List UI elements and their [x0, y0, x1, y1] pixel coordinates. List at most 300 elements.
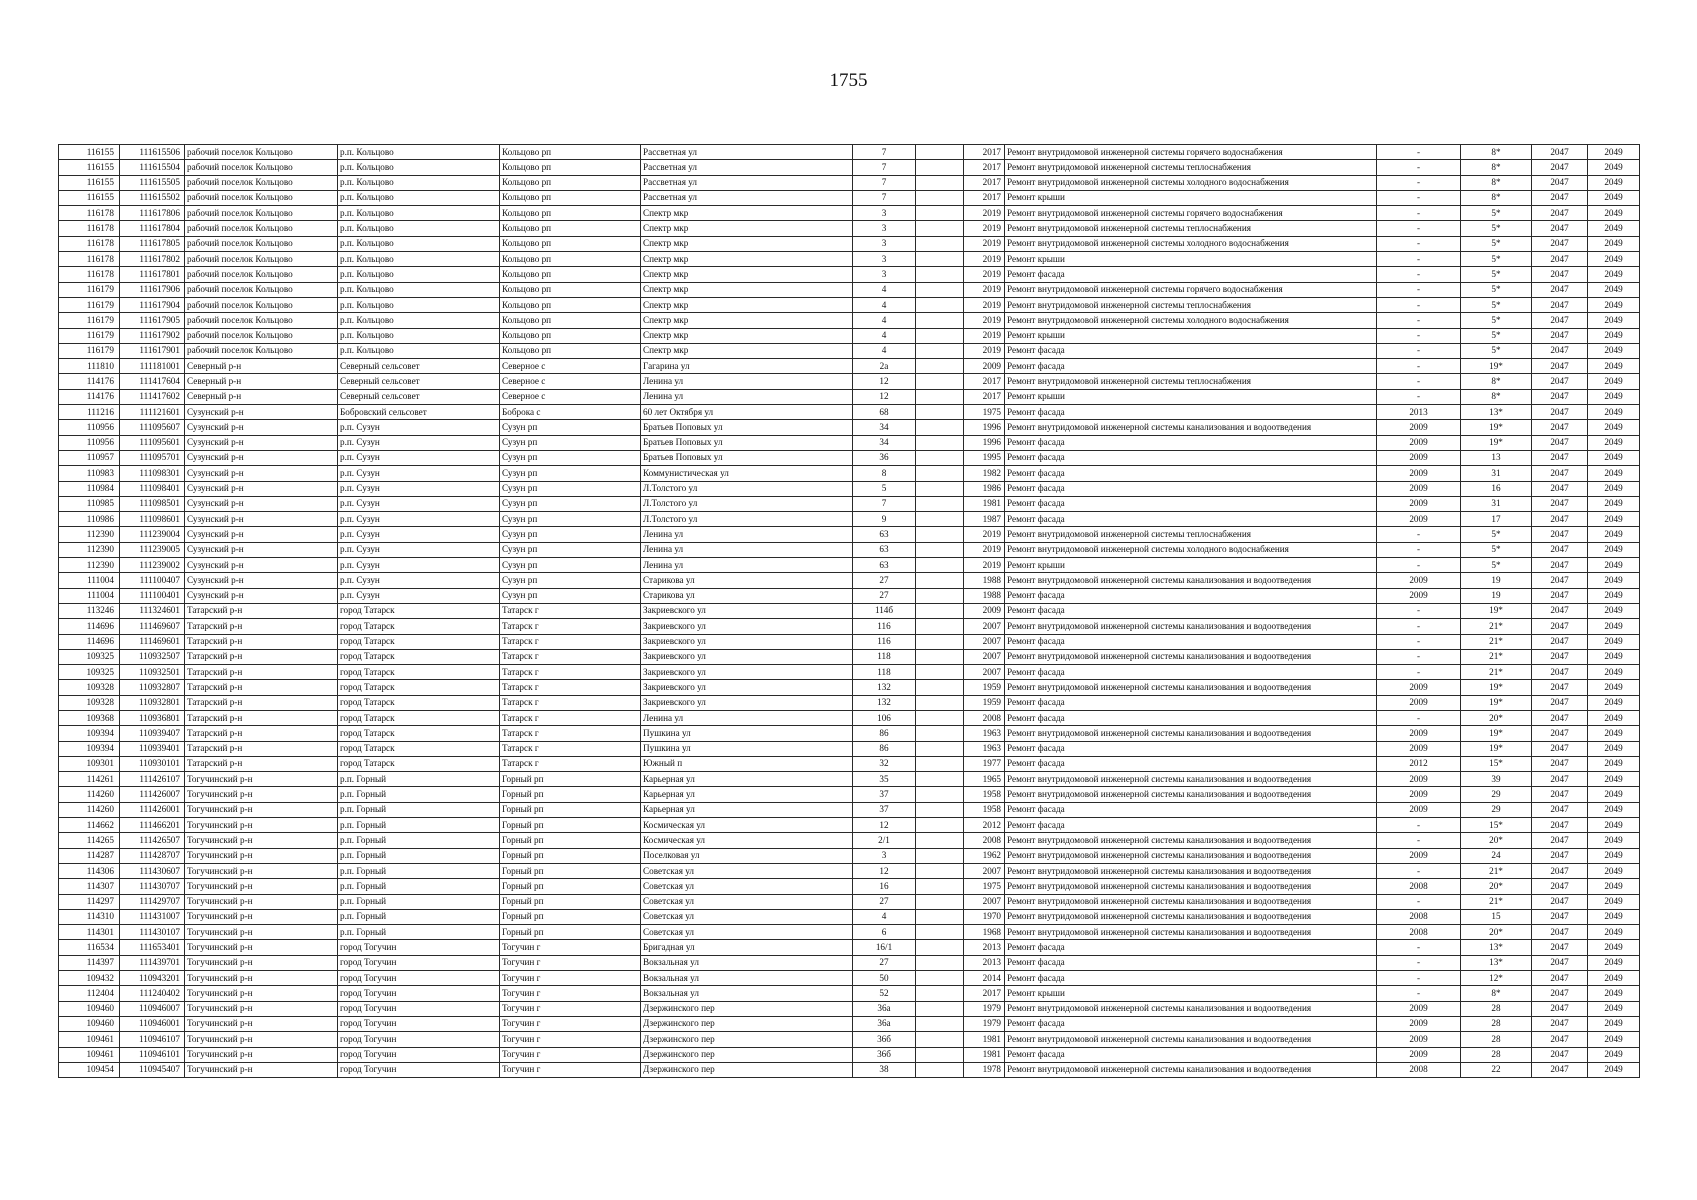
end-year-cell: 2049: [1588, 925, 1640, 940]
street-cell: Спектр мкр: [641, 313, 853, 328]
start-year-cell: 2047: [1532, 1062, 1588, 1077]
work-type-cell: Ремонт фасада: [1005, 940, 1377, 955]
building-cell: [916, 236, 964, 251]
wear-cell: 28: [1461, 1032, 1532, 1047]
building-cell: [916, 726, 964, 741]
street-cell: Рассветная ул: [641, 160, 853, 175]
record-id-cell: 110943201: [120, 971, 185, 986]
start-year-cell: 2047: [1532, 925, 1588, 940]
district-cell: Тогучинский р-н: [185, 940, 338, 955]
year-cell: 1981: [964, 1047, 1005, 1062]
municipality-cell: Северный сельсовет: [338, 359, 500, 374]
work-type-cell: Ремонт внутридомовой инженерной системы канализования и водоотведения: [1005, 1032, 1377, 1047]
start-year-cell: 2047: [1532, 145, 1588, 160]
record-id-cell: 111426107: [120, 772, 185, 787]
last-repair-year-cell: -: [1377, 971, 1461, 986]
page-number: 1755: [829, 70, 868, 91]
work-type-cell: Ремонт фасада: [1005, 741, 1377, 756]
year-cell: 2019: [964, 558, 1005, 573]
street-cell: Пушкина ул: [641, 741, 853, 756]
work-type-cell: Ремонт фасада: [1005, 1016, 1377, 1031]
end-year-cell: 2049: [1588, 787, 1640, 802]
table-row: [59, 649, 1640, 664]
district-cell: Татарский р-н: [185, 741, 338, 756]
house-id-cell: 109328: [59, 680, 120, 695]
record-id-cell: 111439701: [120, 955, 185, 970]
house-id-cell: 110956: [59, 420, 120, 435]
district-cell: Татарский р-н: [185, 634, 338, 649]
year-cell: 1959: [964, 695, 1005, 710]
record-id-cell: 111617804: [120, 221, 185, 236]
end-year-cell: 2049: [1588, 236, 1640, 251]
start-year-cell: 2047: [1532, 405, 1588, 420]
work-type-cell: Ремонт фасада: [1005, 450, 1377, 465]
street-cell: Космическая ул: [641, 818, 853, 833]
house-id-cell: 109325: [59, 665, 120, 680]
settlement-cell: Тогучин г: [500, 955, 641, 970]
year-cell: 1981: [964, 496, 1005, 511]
house-number-cell: 38: [853, 1062, 916, 1077]
building-cell: [916, 420, 964, 435]
district-cell: рабочий поселок Кольцово: [185, 297, 338, 312]
table-row: [59, 818, 1640, 833]
settlement-cell: Сузун рп: [500, 573, 641, 588]
street-cell: Дзержинского пер: [641, 1001, 853, 1016]
table-row: [59, 940, 1640, 955]
end-year-cell: 2049: [1588, 1047, 1640, 1062]
house-id-cell: 114265: [59, 833, 120, 848]
record-id-cell: 111615504: [120, 160, 185, 175]
settlement-cell: Тогучин г: [500, 1032, 641, 1047]
settlement-cell: Сузун рп: [500, 481, 641, 496]
settlement-cell: Боброка с: [500, 405, 641, 420]
house-number-cell: 63: [853, 542, 916, 557]
street-cell: Братьев Поповых ул: [641, 435, 853, 450]
work-type-cell: Ремонт фасада: [1005, 756, 1377, 771]
municipality-cell: р.п. Сузун: [338, 450, 500, 465]
house-id-cell: 116155: [59, 145, 120, 160]
wear-cell: 21*: [1461, 634, 1532, 649]
street-cell: Старикова ул: [641, 588, 853, 603]
municipality-cell: р.п. Сузун: [338, 527, 500, 542]
record-id-cell: 111417602: [120, 389, 185, 404]
settlement-cell: Горный рп: [500, 802, 641, 817]
end-year-cell: 2049: [1588, 496, 1640, 511]
house-number-cell: 37: [853, 787, 916, 802]
wear-cell: 19*: [1461, 680, 1532, 695]
street-cell: Спектр мкр: [641, 252, 853, 267]
house-id-cell: 111004: [59, 588, 120, 603]
municipality-cell: город Татарск: [338, 741, 500, 756]
table-row: [59, 1062, 1640, 1077]
house-id-cell: 113246: [59, 603, 120, 618]
end-year-cell: 2049: [1588, 389, 1640, 404]
building-cell: [916, 221, 964, 236]
building-cell: [916, 634, 964, 649]
work-type-cell: Ремонт внутридомовой инженерной системы теплоснабжения: [1005, 160, 1377, 175]
municipality-cell: р.п. Горный: [338, 909, 500, 924]
house-number-cell: 63: [853, 527, 916, 542]
table-row: [59, 619, 1640, 634]
wear-cell: 20*: [1461, 925, 1532, 940]
house-number-cell: 116: [853, 619, 916, 634]
start-year-cell: 2047: [1532, 221, 1588, 236]
record-id-cell: 110946101: [120, 1047, 185, 1062]
municipality-cell: р.п. Сузун: [338, 420, 500, 435]
start-year-cell: 2047: [1532, 833, 1588, 848]
year-cell: 2019: [964, 328, 1005, 343]
settlement-cell: Татарск г: [500, 695, 641, 710]
building-cell: [916, 160, 964, 175]
street-cell: Советская ул: [641, 925, 853, 940]
district-cell: Тогучинский р-н: [185, 909, 338, 924]
start-year-cell: 2047: [1532, 710, 1588, 725]
house-id-cell: 112390: [59, 527, 120, 542]
last-repair-year-cell: -: [1377, 389, 1461, 404]
building-cell: [916, 802, 964, 817]
end-year-cell: 2049: [1588, 481, 1640, 496]
house-id-cell: 109432: [59, 971, 120, 986]
year-cell: 2019: [964, 313, 1005, 328]
table-row: [59, 481, 1640, 496]
record-id-cell: 111617902: [120, 328, 185, 343]
work-type-cell: Ремонт фасада: [1005, 710, 1377, 725]
house-number-cell: 3: [853, 252, 916, 267]
year-cell: 2014: [964, 971, 1005, 986]
settlement-cell: Кольцово рп: [500, 190, 641, 205]
settlement-cell: Татарск г: [500, 665, 641, 680]
start-year-cell: 2047: [1532, 695, 1588, 710]
end-year-cell: 2049: [1588, 573, 1640, 588]
start-year-cell: 2047: [1532, 1016, 1588, 1031]
wear-cell: 13*: [1461, 940, 1532, 955]
wear-cell: 5*: [1461, 282, 1532, 297]
record-id-cell: 111430707: [120, 879, 185, 894]
work-type-cell: Ремонт внутридомовой инженерной системы канализования и водоотведения: [1005, 833, 1377, 848]
start-year-cell: 2047: [1532, 1001, 1588, 1016]
table-row: [59, 726, 1640, 741]
wear-cell: 15*: [1461, 756, 1532, 771]
last-repair-year-cell: 2009: [1377, 420, 1461, 435]
street-cell: Ленина ул: [641, 527, 853, 542]
start-year-cell: 2047: [1532, 313, 1588, 328]
house-number-cell: 2а: [853, 359, 916, 374]
house-id-cell: 114287: [59, 848, 120, 863]
municipality-cell: р.п. Сузун: [338, 496, 500, 511]
table-row: [59, 909, 1640, 924]
house-id-cell: 110984: [59, 481, 120, 496]
start-year-cell: 2047: [1532, 665, 1588, 680]
table-row: [59, 221, 1640, 236]
record-id-cell: 111100407: [120, 573, 185, 588]
record-id-cell: 111466201: [120, 818, 185, 833]
building-cell: [916, 558, 964, 573]
wear-cell: 8*: [1461, 374, 1532, 389]
wear-cell: 21*: [1461, 665, 1532, 680]
year-cell: 1986: [964, 481, 1005, 496]
building-cell: [916, 894, 964, 909]
start-year-cell: 2047: [1532, 603, 1588, 618]
municipality-cell: город Татарск: [338, 695, 500, 710]
house-number-cell: 4: [853, 343, 916, 358]
year-cell: 1958: [964, 802, 1005, 817]
settlement-cell: Тогучин г: [500, 940, 641, 955]
house-id-cell: 112390: [59, 558, 120, 573]
district-cell: Сузунский р-н: [185, 481, 338, 496]
house-id-cell: 116178: [59, 206, 120, 221]
district-cell: Тогучинский р-н: [185, 863, 338, 878]
end-year-cell: 2049: [1588, 420, 1640, 435]
municipality-cell: город Тогучин: [338, 971, 500, 986]
municipality-cell: р.п. Кольцово: [338, 175, 500, 190]
street-cell: Дзержинского пер: [641, 1016, 853, 1031]
settlement-cell: Сузун рп: [500, 466, 641, 481]
building-cell: [916, 863, 964, 878]
building-cell: [916, 603, 964, 618]
district-cell: Тогучинский р-н: [185, 971, 338, 986]
year-cell: 1996: [964, 435, 1005, 450]
district-cell: Сузунский р-н: [185, 435, 338, 450]
street-cell: Спектр мкр: [641, 221, 853, 236]
start-year-cell: 2047: [1532, 879, 1588, 894]
house-id-cell: 109368: [59, 710, 120, 725]
settlement-cell: Тогучин г: [500, 1001, 641, 1016]
municipality-cell: р.п. Горный: [338, 818, 500, 833]
record-id-cell: 111121601: [120, 405, 185, 420]
end-year-cell: 2049: [1588, 160, 1640, 175]
street-cell: Ленина ул: [641, 542, 853, 557]
street-cell: Л.Толстого ул: [641, 512, 853, 527]
street-cell: Закриевского ул: [641, 634, 853, 649]
record-id-cell: 111426507: [120, 833, 185, 848]
table-row: [59, 833, 1640, 848]
building-cell: [916, 374, 964, 389]
work-type-cell: Ремонт фасада: [1005, 588, 1377, 603]
street-cell: Пушкина ул: [641, 726, 853, 741]
table-row: [59, 1032, 1640, 1047]
end-year-cell: 2049: [1588, 206, 1640, 221]
house-number-cell: 4: [853, 297, 916, 312]
last-repair-year-cell: 2009: [1377, 741, 1461, 756]
house-id-cell: 112404: [59, 986, 120, 1001]
wear-cell: 21*: [1461, 894, 1532, 909]
house-id-cell: 114176: [59, 389, 120, 404]
last-repair-year-cell: -: [1377, 359, 1461, 374]
municipality-cell: р.п. Горный: [338, 863, 500, 878]
table-row: [59, 405, 1640, 420]
wear-cell: 39: [1461, 772, 1532, 787]
start-year-cell: 2047: [1532, 787, 1588, 802]
municipality-cell: р.п. Горный: [338, 894, 500, 909]
work-type-cell: Ремонт фасада: [1005, 481, 1377, 496]
municipality-cell: р.п. Сузун: [338, 481, 500, 496]
settlement-cell: Татарск г: [500, 726, 641, 741]
wear-cell: 5*: [1461, 328, 1532, 343]
wear-cell: 13: [1461, 450, 1532, 465]
year-cell: 1958: [964, 787, 1005, 802]
house-id-cell: 116155: [59, 175, 120, 190]
wear-cell: 21*: [1461, 649, 1532, 664]
end-year-cell: 2049: [1588, 634, 1640, 649]
work-type-cell: Ремонт внутридомовой инженерной системы горячего водоснабжения: [1005, 282, 1377, 297]
year-cell: 1996: [964, 420, 1005, 435]
table-row: [59, 527, 1640, 542]
work-type-cell: Ремонт внутридомовой инженерной системы канализования и водоотведения: [1005, 925, 1377, 940]
start-year-cell: 2047: [1532, 496, 1588, 511]
register-body: [59, 145, 1640, 1078]
building-cell: [916, 389, 964, 404]
last-repair-year-cell: 2009: [1377, 848, 1461, 863]
building-cell: [916, 848, 964, 863]
last-repair-year-cell: -: [1377, 619, 1461, 634]
municipality-cell: р.п. Кольцово: [338, 282, 500, 297]
municipality-cell: р.п. Сузун: [338, 573, 500, 588]
house-id-cell: 111004: [59, 573, 120, 588]
record-id-cell: 111100401: [120, 588, 185, 603]
table-row: [59, 175, 1640, 190]
municipality-cell: р.п. Сузун: [338, 558, 500, 573]
house-id-cell: 114696: [59, 619, 120, 634]
municipality-cell: р.п. Сузун: [338, 466, 500, 481]
wear-cell: 31: [1461, 466, 1532, 481]
table-row: [59, 680, 1640, 695]
start-year-cell: 2047: [1532, 863, 1588, 878]
work-type-cell: Ремонт внутридомовой инженерной системы канализования и водоотведения: [1005, 420, 1377, 435]
municipality-cell: р.п. Кольцово: [338, 343, 500, 358]
house-number-cell: 4: [853, 909, 916, 924]
house-id-cell: 110983: [59, 466, 120, 481]
municipality-cell: р.п. Горный: [338, 833, 500, 848]
last-repair-year-cell: -: [1377, 313, 1461, 328]
district-cell: Сузунский р-н: [185, 558, 338, 573]
wear-cell: 8*: [1461, 986, 1532, 1001]
table-row: [59, 879, 1640, 894]
district-cell: Тогучинский р-н: [185, 879, 338, 894]
year-cell: 2012: [964, 818, 1005, 833]
street-cell: Гагарина ул: [641, 359, 853, 374]
house-number-cell: 6: [853, 925, 916, 940]
wear-cell: 5*: [1461, 297, 1532, 312]
settlement-cell: Сузун рп: [500, 527, 641, 542]
building-cell: [916, 1047, 964, 1062]
start-year-cell: 2047: [1532, 542, 1588, 557]
end-year-cell: 2049: [1588, 741, 1640, 756]
start-year-cell: 2047: [1532, 1047, 1588, 1062]
municipality-cell: р.п. Кольцово: [338, 221, 500, 236]
start-year-cell: 2047: [1532, 909, 1588, 924]
municipality-cell: р.п. Горный: [338, 772, 500, 787]
house-number-cell: 27: [853, 588, 916, 603]
house-number-cell: 36б: [853, 1047, 916, 1062]
record-id-cell: 110932801: [120, 695, 185, 710]
house-number-cell: 106: [853, 710, 916, 725]
district-cell: Тогучинский р-н: [185, 894, 338, 909]
start-year-cell: 2047: [1532, 420, 1588, 435]
district-cell: Татарский р-н: [185, 665, 338, 680]
record-id-cell: 111095601: [120, 435, 185, 450]
building-cell: [916, 665, 964, 680]
district-cell: рабочий поселок Кольцово: [185, 145, 338, 160]
house-number-cell: 36а: [853, 1016, 916, 1031]
settlement-cell: Горный рп: [500, 925, 641, 940]
house-number-cell: 9: [853, 512, 916, 527]
last-repair-year-cell: -: [1377, 328, 1461, 343]
wear-cell: 21*: [1461, 863, 1532, 878]
end-year-cell: 2049: [1588, 680, 1640, 695]
wear-cell: 28: [1461, 1001, 1532, 1016]
table-row: [59, 695, 1640, 710]
house-number-cell: 27: [853, 955, 916, 970]
house-id-cell: 116179: [59, 328, 120, 343]
table-row: [59, 466, 1640, 481]
building-cell: [916, 986, 964, 1001]
record-id-cell: 110932501: [120, 665, 185, 680]
last-repair-year-cell: 2009: [1377, 481, 1461, 496]
house-id-cell: 116178: [59, 252, 120, 267]
street-cell: Вокзальная ул: [641, 971, 853, 986]
settlement-cell: Кольцово рп: [500, 297, 641, 312]
end-year-cell: 2049: [1588, 833, 1640, 848]
start-year-cell: 2047: [1532, 160, 1588, 175]
settlement-cell: Горный рп: [500, 787, 641, 802]
end-year-cell: 2049: [1588, 879, 1640, 894]
table-row: [59, 160, 1640, 175]
settlement-cell: Татарск г: [500, 619, 641, 634]
last-repair-year-cell: -: [1377, 374, 1461, 389]
district-cell: Тогучинский р-н: [185, 1032, 338, 1047]
district-cell: рабочий поселок Кольцово: [185, 267, 338, 282]
last-repair-year-cell: 2008: [1377, 925, 1461, 940]
wear-cell: 5*: [1461, 558, 1532, 573]
district-cell: Сузунский р-н: [185, 512, 338, 527]
wear-cell: 19*: [1461, 359, 1532, 374]
settlement-cell: Северное с: [500, 374, 641, 389]
house-number-cell: 118: [853, 649, 916, 664]
start-year-cell: 2047: [1532, 818, 1588, 833]
district-cell: Сузунский р-н: [185, 542, 338, 557]
district-cell: Тогучинский р-н: [185, 833, 338, 848]
wear-cell: 24: [1461, 848, 1532, 863]
house-number-cell: 27: [853, 894, 916, 909]
building-cell: [916, 833, 964, 848]
work-type-cell: Ремонт фасада: [1005, 955, 1377, 970]
record-id-cell: 110939407: [120, 726, 185, 741]
work-type-cell: Ремонт внутридомовой инженерной системы теплоснабжения: [1005, 297, 1377, 312]
street-cell: Карьерная ул: [641, 772, 853, 787]
last-repair-year-cell: -: [1377, 160, 1461, 175]
start-year-cell: 2047: [1532, 634, 1588, 649]
record-id-cell: 111469607: [120, 619, 185, 634]
wear-cell: 19*: [1461, 741, 1532, 756]
house-id-cell: 110957: [59, 450, 120, 465]
street-cell: Южный п: [641, 756, 853, 771]
start-year-cell: 2047: [1532, 206, 1588, 221]
work-type-cell: Ремонт внутридомовой инженерной системы канализования и водоотведения: [1005, 649, 1377, 664]
district-cell: Сузунский р-н: [185, 466, 338, 481]
street-cell: Поселковая ул: [641, 848, 853, 863]
start-year-cell: 2047: [1532, 450, 1588, 465]
street-cell: Братьев Поповых ул: [641, 420, 853, 435]
record-id-cell: 110946107: [120, 1032, 185, 1047]
table-row: [59, 848, 1640, 863]
table-row: [59, 496, 1640, 511]
house-id-cell: 114297: [59, 894, 120, 909]
wear-cell: 8*: [1461, 175, 1532, 190]
start-year-cell: 2047: [1532, 252, 1588, 267]
start-year-cell: 2047: [1532, 374, 1588, 389]
building-cell: [916, 1001, 964, 1016]
wear-cell: 8*: [1461, 389, 1532, 404]
